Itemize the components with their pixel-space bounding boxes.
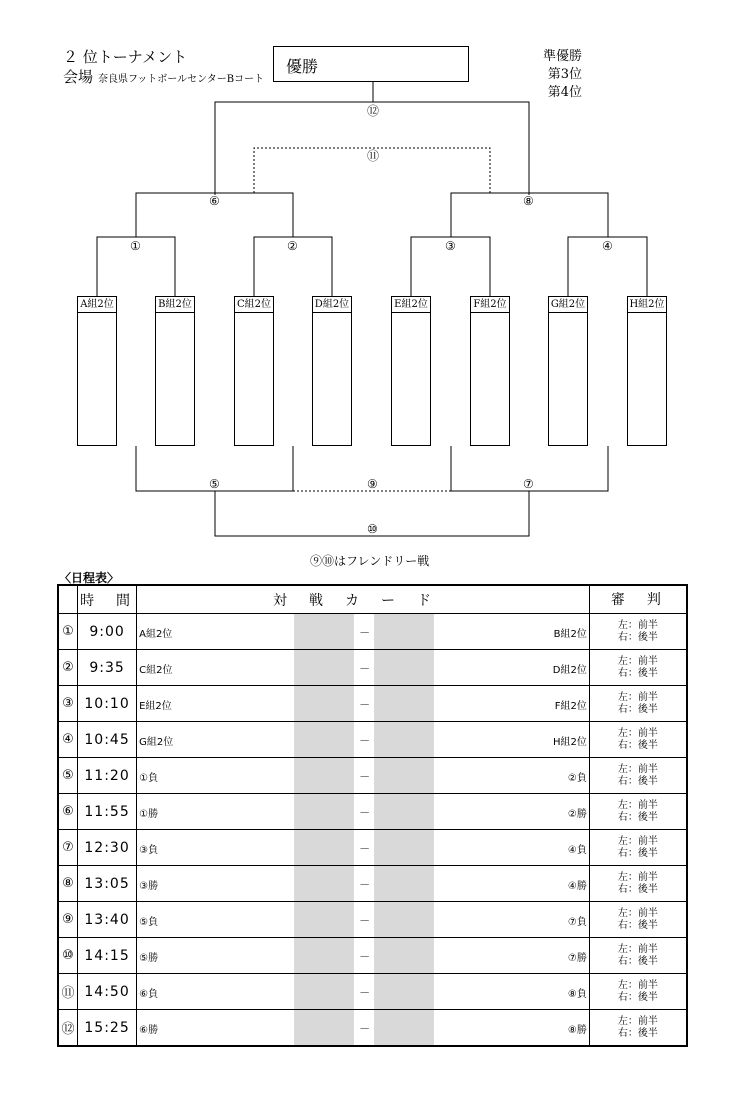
referee-cell	[589, 938, 687, 974]
away-score-cell[interactable]	[374, 650, 434, 685]
team-box-e	[391, 296, 431, 446]
table-row	[58, 758, 687, 794]
home-team: ①勝	[139, 809, 159, 820]
match-time: 12:30	[78, 830, 137, 866]
referee-first-half: 左：前半	[617, 763, 658, 775]
team-box-b	[155, 296, 195, 446]
away-score-cell[interactable]	[374, 722, 434, 757]
match-time: 10:10	[78, 686, 137, 722]
match-no: ⑧	[58, 866, 78, 902]
team-box-f	[470, 296, 510, 446]
home-team: ①負	[139, 773, 159, 784]
referee-second-half: 右：後半	[617, 919, 658, 931]
match-time: 14:15	[78, 938, 137, 974]
home-score-cell[interactable]	[294, 1010, 354, 1045]
referee-first-half: 左：前半	[617, 979, 658, 991]
table-row	[58, 650, 687, 686]
away-team: B組2位	[553, 629, 587, 640]
score-dash: －	[359, 950, 371, 963]
match-1-number: ①	[130, 239, 141, 253]
match-time: 10:45	[78, 722, 137, 758]
match-card	[137, 974, 590, 1010]
away-team: H組2位	[552, 737, 587, 748]
table-row	[58, 794, 687, 830]
table-row	[58, 974, 687, 1010]
table-row	[58, 1010, 687, 1047]
away-team: F組2位	[554, 701, 587, 712]
table-row	[58, 866, 687, 902]
match-time: 9:35	[78, 650, 137, 686]
referee-first-half: 左：前半	[617, 655, 658, 667]
referee-cell	[589, 614, 687, 650]
home-team: G組2位	[139, 737, 174, 748]
home-team: ⑤勝	[139, 953, 159, 964]
match-11-number: ⑪	[367, 149, 380, 163]
home-team: ⑥勝	[139, 1025, 159, 1036]
match-card	[137, 722, 590, 758]
table-row	[58, 722, 687, 758]
header-card: 対戦カード	[137, 585, 590, 614]
referee-cell	[589, 686, 687, 722]
referee-second-half: 右：後半	[617, 703, 658, 715]
score-dash: －	[359, 662, 371, 675]
score-dash: －	[359, 1022, 371, 1035]
home-team: E組2位	[139, 701, 172, 712]
referee-cell	[589, 866, 687, 902]
away-team: D組2位	[552, 665, 587, 676]
home-score-cell[interactable]	[294, 758, 354, 793]
table-row	[58, 938, 687, 974]
match-time: 9:00	[78, 614, 137, 650]
referee-second-half: 右：後半	[617, 739, 658, 751]
referee-first-half: 左：前半	[617, 619, 658, 631]
match-card	[137, 830, 590, 866]
match-12-number: ⑫	[367, 104, 380, 118]
match-5-number: ⑤	[209, 477, 220, 491]
champion-box: 優勝	[273, 46, 469, 82]
referee-first-half: 左：前半	[617, 943, 658, 955]
team-label: E組2位	[392, 297, 430, 313]
match-no: ③	[58, 686, 78, 722]
home-score-cell[interactable]	[294, 650, 354, 685]
team-label: C組2位	[235, 297, 273, 313]
away-team: ⑧勝	[567, 1025, 587, 1036]
tournament-title: ２ 位トーナメント	[63, 48, 188, 66]
friendly-note: ⑨⑩はフレンドリー戦	[310, 554, 430, 568]
team-box-a	[77, 296, 117, 446]
match-no: ⑩	[58, 938, 78, 974]
referee-cell	[589, 794, 687, 830]
away-score-cell[interactable]	[374, 866, 434, 901]
referee-first-half: 左：前半	[617, 871, 658, 883]
match-time: 13:05	[78, 866, 137, 902]
match-no: ⑥	[58, 794, 78, 830]
score-dash: －	[359, 626, 371, 639]
home-team: C組2位	[139, 665, 173, 676]
away-score-cell[interactable]	[374, 902, 434, 937]
match-card	[137, 614, 590, 650]
away-team: ④負	[567, 845, 587, 856]
away-score-cell[interactable]	[374, 974, 434, 1009]
referee-cell	[589, 1010, 687, 1047]
referee-cell	[589, 722, 687, 758]
match-no: ⑫	[58, 1010, 78, 1047]
match-time: 13:40	[78, 902, 137, 938]
header-referee: 審 判	[589, 585, 687, 614]
score-dash: －	[359, 770, 371, 783]
match-card	[137, 686, 590, 722]
match-no: ④	[58, 722, 78, 758]
runner-up-label: 準優勝	[542, 49, 582, 64]
away-team: ④勝	[567, 881, 587, 892]
match-2-number: ②	[287, 239, 298, 253]
score-dash: －	[359, 914, 371, 927]
header-time: 時 間	[78, 585, 137, 614]
home-team: ③負	[139, 845, 159, 856]
referee-first-half: 左：前半	[617, 727, 658, 739]
away-score-cell[interactable]	[374, 758, 434, 793]
match-4-number: ④	[602, 239, 613, 253]
match-card	[137, 794, 590, 830]
referee-cell	[589, 830, 687, 866]
away-score-cell[interactable]	[374, 794, 434, 829]
team-label: D組2位	[313, 297, 351, 313]
match-no: ⑦	[58, 830, 78, 866]
referee-second-half: 右：後半	[617, 883, 658, 895]
team-label: A組2位	[78, 297, 116, 313]
home-score-cell[interactable]	[294, 686, 354, 721]
match-time: 11:55	[78, 794, 137, 830]
score-dash: －	[359, 878, 371, 891]
referee-cell	[589, 902, 687, 938]
venue-name: 奈良県フットボールセンターBコート	[98, 74, 265, 85]
referee-cell	[589, 758, 687, 794]
home-score-cell[interactable]	[294, 722, 354, 757]
schedule-header-row	[58, 585, 687, 614]
match-9-number: ⑨	[367, 477, 378, 491]
team-box-d	[312, 296, 352, 446]
team-box-c	[234, 296, 274, 446]
referee-first-half: 左：前半	[617, 691, 658, 703]
home-score-cell[interactable]	[294, 938, 354, 973]
referee-second-half: 右：後半	[617, 667, 658, 679]
referee-first-half: 左：前半	[617, 1015, 658, 1027]
match-no: ⑤	[58, 758, 78, 794]
match-card	[137, 1010, 590, 1047]
away-team: ⑧負	[567, 989, 587, 1000]
match-6-number: ⑥	[209, 194, 220, 208]
match-card	[137, 902, 590, 938]
table-row	[58, 686, 687, 722]
match-no: ⑨	[58, 902, 78, 938]
match-time: 11:20	[78, 758, 137, 794]
fourth-place-label: 第4位	[547, 85, 582, 100]
referee-cell	[589, 650, 687, 686]
away-team: ⑦負	[567, 917, 587, 928]
score-dash: －	[359, 806, 371, 819]
referee-second-half: 右：後半	[617, 631, 658, 643]
referee-second-half: 右：後半	[617, 775, 658, 787]
score-dash: －	[359, 986, 371, 999]
home-team: A組2位	[139, 629, 173, 640]
table-row	[58, 614, 687, 650]
home-score-cell[interactable]	[294, 974, 354, 1009]
table-row	[58, 830, 687, 866]
team-box-h	[627, 296, 667, 446]
match-time: 14:50	[78, 974, 137, 1010]
home-score-cell[interactable]	[294, 866, 354, 901]
referee-first-half: 左：前半	[617, 799, 658, 811]
match-card	[137, 938, 590, 974]
header-no	[58, 585, 78, 614]
referee-first-half: 左：前半	[617, 907, 658, 919]
referee-second-half: 右：後半	[617, 847, 658, 859]
match-7-number: ⑦	[523, 477, 534, 491]
team-label: F組2位	[471, 297, 509, 313]
referee-first-half: 左：前半	[617, 835, 658, 847]
match-3-number: ③	[445, 239, 456, 253]
away-team: ②負	[567, 773, 587, 784]
away-team: ⑦勝	[567, 953, 587, 964]
team-label: G組2位	[549, 297, 587, 313]
match-card	[137, 866, 590, 902]
third-place-label: 第3位	[547, 67, 582, 82]
away-score-cell[interactable]	[374, 686, 434, 721]
match-card	[137, 650, 590, 686]
home-score-cell[interactable]	[294, 614, 354, 649]
referee-second-half: 右：後半	[617, 991, 658, 1003]
referee-second-half: 右：後半	[617, 1027, 658, 1039]
schedule-table	[57, 584, 688, 1047]
home-score-cell[interactable]	[294, 902, 354, 937]
score-dash: －	[359, 842, 371, 855]
home-team: ⑥負	[139, 989, 159, 1000]
away-team: ②勝	[567, 809, 587, 820]
home-team: ⑤負	[139, 917, 159, 928]
score-dash: －	[359, 734, 371, 747]
venue-label: 会場	[63, 68, 94, 86]
team-label: B組2位	[156, 297, 194, 313]
match-8-number: ⑧	[523, 194, 534, 208]
match-no: ①	[58, 614, 78, 650]
away-score-cell[interactable]	[374, 830, 434, 865]
team-label: H組2位	[628, 297, 666, 313]
table-row	[58, 902, 687, 938]
referee-second-half: 右：後半	[617, 811, 658, 823]
match-card	[137, 758, 590, 794]
match-no: ⑪	[58, 974, 78, 1010]
home-score-cell[interactable]	[294, 830, 354, 865]
referee-second-half: 右：後半	[617, 955, 658, 967]
match-no: ②	[58, 650, 78, 686]
match-time: 15:25	[78, 1010, 137, 1047]
away-score-cell[interactable]	[374, 938, 434, 973]
home-score-cell[interactable]	[294, 794, 354, 829]
referee-cell	[589, 974, 687, 1010]
schedule-title: 〈日程表〉	[59, 571, 120, 585]
away-score-cell[interactable]	[374, 614, 434, 649]
away-score-cell[interactable]	[374, 1010, 434, 1045]
score-dash: －	[359, 698, 371, 711]
team-box-g	[548, 296, 588, 446]
match-10-number: ⑩	[367, 522, 378, 536]
home-team: ③勝	[139, 881, 159, 892]
